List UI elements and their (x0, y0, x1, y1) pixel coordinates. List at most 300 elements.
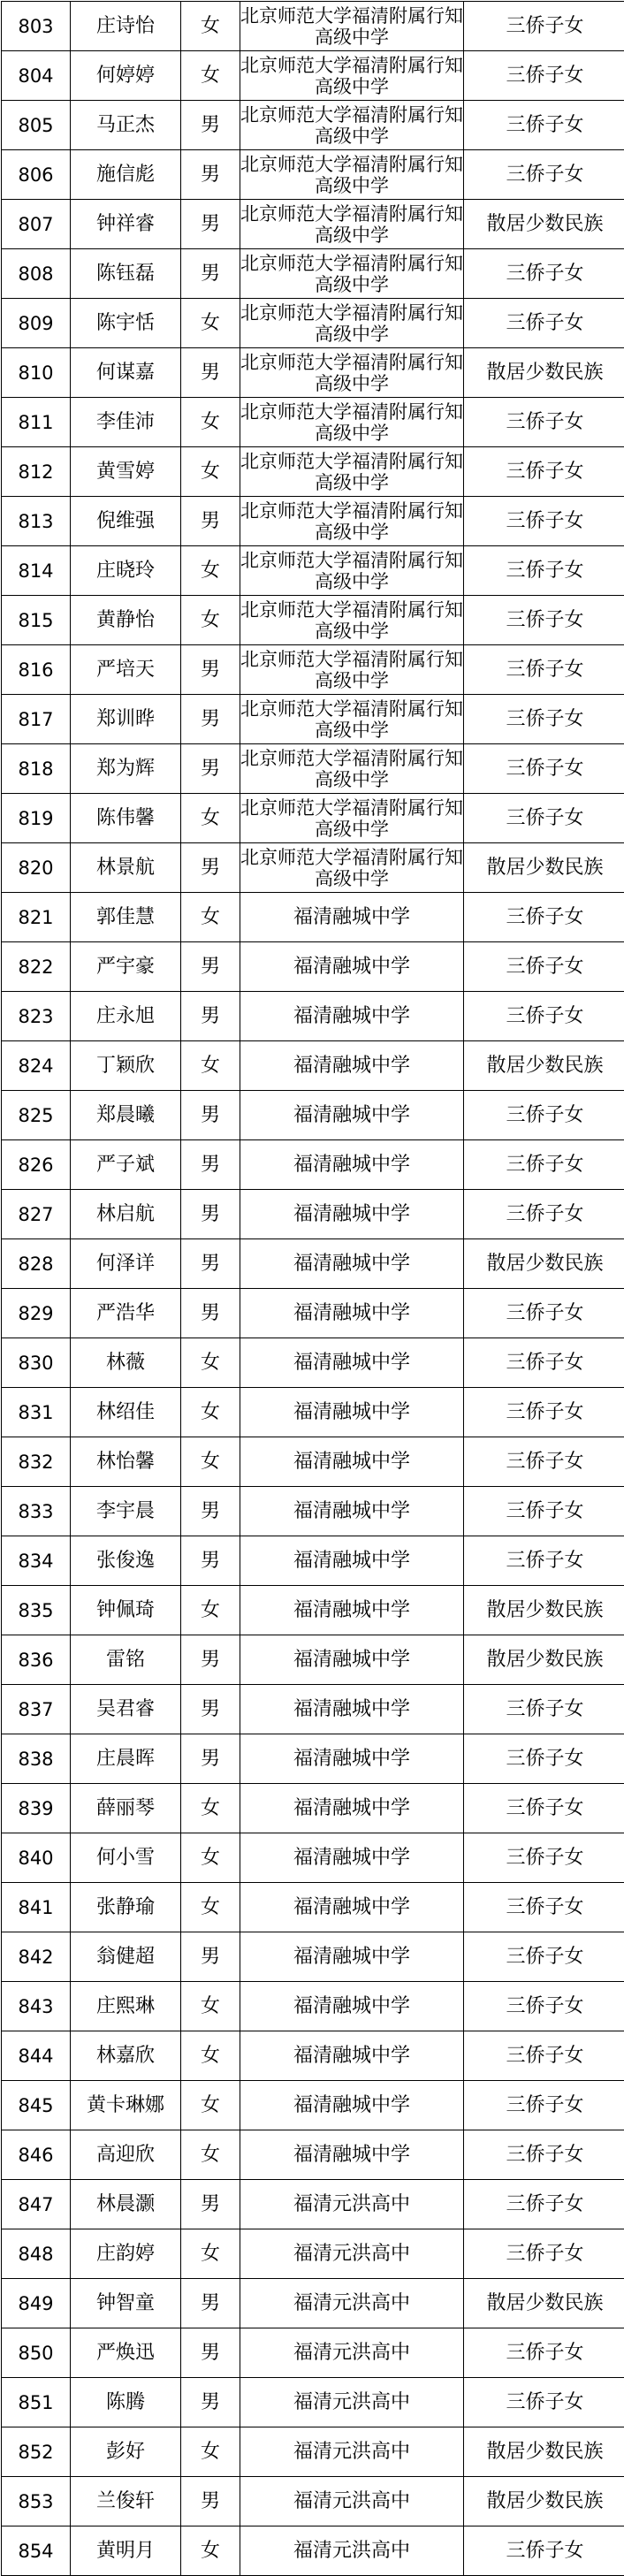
student-name-cell: 翁健超 (71, 1932, 181, 1982)
category-cell: 三侨子女 (464, 299, 624, 348)
gender-cell: 男 (181, 2477, 240, 2526)
table-row (2, 1734, 624, 1784)
row-number-cell: 842 (2, 1932, 71, 1982)
gender-cell: 男 (181, 1734, 240, 1784)
row-number-cell: 835 (2, 1586, 71, 1635)
category-cell: 三侨子女 (464, 744, 624, 794)
gender-cell: 男 (181, 249, 240, 299)
student-name-cell: 何婷婷 (71, 51, 181, 101)
gender-cell: 男 (181, 2328, 240, 2378)
table-row (2, 1586, 624, 1635)
row-number-cell: 825 (2, 1091, 71, 1140)
student-name-cell: 林绍佳 (71, 1388, 181, 1437)
school-cell: 福清融城中学 (240, 1982, 464, 2031)
row-number-cell: 809 (2, 299, 71, 348)
gender-cell: 女 (181, 2081, 240, 2130)
table-row (2, 1982, 624, 2031)
table-row (2, 1388, 624, 1437)
student-name-cell: 张俊逸 (71, 1536, 181, 1586)
table-row (2, 1140, 624, 1190)
row-number-cell: 845 (2, 2081, 71, 2130)
row-number-cell: 837 (2, 1685, 71, 1734)
school-cell: 福清融城中学 (240, 1091, 464, 1140)
school-cell: 福清融城中学 (240, 2031, 464, 2081)
table-row (2, 1784, 624, 1833)
row-number-cell: 811 (2, 398, 71, 447)
student-name-cell: 何泽详 (71, 1239, 181, 1289)
table-row (2, 2328, 624, 2378)
table-row (2, 348, 624, 398)
gender-cell: 男 (181, 1932, 240, 1982)
row-number-cell: 828 (2, 1239, 71, 1289)
student-name-cell: 倪维强 (71, 497, 181, 546)
category-cell: 三侨子女 (464, 1091, 624, 1140)
category-cell: 散居少数民族 (464, 2427, 624, 2477)
table-row (2, 695, 624, 744)
table-row (2, 2081, 624, 2130)
student-name-cell: 何谋嘉 (71, 348, 181, 398)
student-name-cell: 张静瑜 (71, 1883, 181, 1932)
school-cell: 福清元洪高中 (240, 2477, 464, 2526)
school-cell: 福清融城中学 (240, 1932, 464, 1982)
table-row (2, 249, 624, 299)
student-name-cell: 钟祥睿 (71, 200, 181, 249)
category-cell: 三侨子女 (464, 1487, 624, 1536)
gender-cell: 男 (181, 150, 240, 200)
student-name-cell: 李佳沛 (71, 398, 181, 447)
table-row (2, 1635, 624, 1685)
gender-cell: 女 (181, 546, 240, 596)
gender-cell: 女 (181, 2229, 240, 2279)
student-name-cell: 庄诗怡 (71, 2, 181, 51)
school-cell: 福清融城中学 (240, 893, 464, 942)
student-name-cell: 庄永旭 (71, 992, 181, 1041)
gender-cell: 男 (181, 2378, 240, 2427)
student-name-cell: 高迎欣 (71, 2130, 181, 2180)
gender-cell: 男 (181, 1487, 240, 1536)
row-number-cell: 838 (2, 1734, 71, 1784)
gender-cell: 女 (181, 2130, 240, 2180)
student-name-cell: 薛丽琴 (71, 1784, 181, 1833)
table-row (2, 992, 624, 1041)
gender-cell: 男 (181, 1190, 240, 1239)
gender-cell: 女 (181, 596, 240, 645)
table-row (2, 1289, 624, 1338)
row-number-cell: 827 (2, 1190, 71, 1239)
table-row (2, 51, 624, 101)
category-cell: 三侨子女 (464, 1338, 624, 1388)
student-name-cell: 李宇晨 (71, 1487, 181, 1536)
student-name-cell: 陈伟馨 (71, 794, 181, 843)
category-cell: 三侨子女 (464, 497, 624, 546)
school-cell: 福清融城中学 (240, 1289, 464, 1338)
category-cell: 三侨子女 (464, 150, 624, 200)
category-cell: 散居少数民族 (464, 1239, 624, 1289)
row-number-cell: 853 (2, 2477, 71, 2526)
school-cell: 福清融城中学 (240, 1734, 464, 1784)
gender-cell: 女 (181, 1388, 240, 1437)
table-row (2, 2180, 624, 2229)
school-cell: 福清元洪高中 (240, 2378, 464, 2427)
table-row (2, 497, 624, 546)
school-cell: 福清元洪高中 (240, 2328, 464, 2378)
row-number-cell: 804 (2, 51, 71, 101)
school-cell: 福清融城中学 (240, 2081, 464, 2130)
category-cell: 三侨子女 (464, 2526, 624, 2576)
table-row (2, 1685, 624, 1734)
gender-cell: 女 (181, 1338, 240, 1388)
category-cell: 三侨子女 (464, 398, 624, 447)
category-cell: 散居少数民族 (464, 1041, 624, 1091)
gender-cell: 男 (181, 101, 240, 150)
row-number-cell: 832 (2, 1437, 71, 1487)
row-number-cell: 821 (2, 893, 71, 942)
category-cell: 三侨子女 (464, 794, 624, 843)
school-cell: 福清融城中学 (240, 1536, 464, 1586)
category-cell: 散居少数民族 (464, 200, 624, 249)
student-name-cell: 丁颖欣 (71, 1041, 181, 1091)
table-body (2, 2, 624, 2576)
school-cell: 福清元洪高中 (240, 2427, 464, 2477)
row-number-cell: 840 (2, 1833, 71, 1883)
school-cell: 北京师范大学福清附属行知高级中学 (240, 596, 464, 645)
table-row (2, 2526, 624, 2576)
gender-cell: 女 (181, 1437, 240, 1487)
row-number-cell: 805 (2, 101, 71, 150)
gender-cell: 男 (181, 497, 240, 546)
category-cell: 三侨子女 (464, 1437, 624, 1487)
student-name-cell: 彭好 (71, 2427, 181, 2477)
row-number-cell: 854 (2, 2526, 71, 2576)
category-cell: 散居少数民族 (464, 1635, 624, 1685)
school-cell: 福清元洪高中 (240, 2180, 464, 2229)
school-cell: 福清融城中学 (240, 1437, 464, 1487)
school-cell: 北京师范大学福清附属行知高级中学 (240, 299, 464, 348)
student-name-cell: 雷铭 (71, 1635, 181, 1685)
student-name-cell: 陈钰磊 (71, 249, 181, 299)
school-cell: 北京师范大学福清附属行知高级中学 (240, 51, 464, 101)
school-cell: 福清融城中学 (240, 1586, 464, 1635)
row-number-cell: 807 (2, 200, 71, 249)
school-cell: 福清融城中学 (240, 992, 464, 1041)
gender-cell: 女 (181, 1586, 240, 1635)
school-cell: 福清元洪高中 (240, 2279, 464, 2328)
gender-cell: 男 (181, 2279, 240, 2328)
gender-cell: 男 (181, 744, 240, 794)
student-name-cell: 黄卡琳娜 (71, 2081, 181, 2130)
table-row (2, 794, 624, 843)
school-cell: 福清融城中学 (240, 1388, 464, 1437)
table-row (2, 1833, 624, 1883)
row-number-cell: 846 (2, 2130, 71, 2180)
table-row (2, 596, 624, 645)
gender-cell: 男 (181, 1140, 240, 1190)
gender-cell: 女 (181, 2031, 240, 2081)
student-name-cell: 林晨灏 (71, 2180, 181, 2229)
row-number-cell: 818 (2, 744, 71, 794)
category-cell: 三侨子女 (464, 249, 624, 299)
category-cell: 三侨子女 (464, 645, 624, 695)
school-cell: 北京师范大学福清附属行知高级中学 (240, 2, 464, 51)
row-number-cell: 810 (2, 348, 71, 398)
school-cell: 福清融城中学 (240, 1883, 464, 1932)
category-cell: 散居少数民族 (464, 348, 624, 398)
gender-cell: 女 (181, 2427, 240, 2477)
category-cell: 三侨子女 (464, 2, 624, 51)
school-cell: 福清融城中学 (240, 2130, 464, 2180)
row-number-cell: 851 (2, 2378, 71, 2427)
gender-cell: 女 (181, 1784, 240, 1833)
student-name-cell: 庄晨晖 (71, 1734, 181, 1784)
category-cell: 三侨子女 (464, 992, 624, 1041)
gender-cell: 男 (181, 1635, 240, 1685)
gender-cell: 男 (181, 1239, 240, 1289)
gender-cell: 男 (181, 843, 240, 893)
row-number-cell: 826 (2, 1140, 71, 1190)
gender-cell: 男 (181, 645, 240, 695)
row-number-cell: 820 (2, 843, 71, 893)
table-row (2, 893, 624, 942)
category-cell: 三侨子女 (464, 695, 624, 744)
student-name-cell: 严宇豪 (71, 942, 181, 992)
row-number-cell: 816 (2, 645, 71, 695)
row-number-cell: 844 (2, 2031, 71, 2081)
student-name-cell: 吴君睿 (71, 1685, 181, 1734)
category-cell: 三侨子女 (464, 1784, 624, 1833)
student-name-cell: 林怡馨 (71, 1437, 181, 1487)
row-number-cell: 843 (2, 1982, 71, 2031)
table-row (2, 2427, 624, 2477)
gender-cell: 男 (181, 1091, 240, 1140)
school-cell: 北京师范大学福清附属行知高级中学 (240, 546, 464, 596)
row-number-cell: 830 (2, 1338, 71, 1388)
table-row (2, 1536, 624, 1586)
student-name-cell: 郑晨曦 (71, 1091, 181, 1140)
school-cell: 福清元洪高中 (240, 2526, 464, 2576)
table-row (2, 2477, 624, 2526)
table-row (2, 299, 624, 348)
gender-cell: 女 (181, 398, 240, 447)
category-cell: 三侨子女 (464, 942, 624, 992)
student-name-cell: 林景航 (71, 843, 181, 893)
row-number-cell: 848 (2, 2229, 71, 2279)
gender-cell: 女 (181, 2526, 240, 2576)
row-number-cell: 831 (2, 1388, 71, 1437)
gender-cell: 女 (181, 1833, 240, 1883)
category-cell: 散居少数民族 (464, 2279, 624, 2328)
gender-cell: 女 (181, 893, 240, 942)
table-row (2, 2229, 624, 2279)
gender-cell: 女 (181, 447, 240, 497)
school-cell: 北京师范大学福清附属行知高级中学 (240, 744, 464, 794)
student-name-cell: 兰俊轩 (71, 2477, 181, 2526)
table-row (2, 2279, 624, 2328)
category-cell: 三侨子女 (464, 1932, 624, 1982)
category-cell: 散居少数民族 (464, 1586, 624, 1635)
gender-cell: 男 (181, 1536, 240, 1586)
gender-cell: 男 (181, 695, 240, 744)
school-cell: 福清融城中学 (240, 1338, 464, 1388)
category-cell: 三侨子女 (464, 1833, 624, 1883)
student-name-cell: 庄晓玲 (71, 546, 181, 596)
gender-cell: 女 (181, 794, 240, 843)
school-cell: 福清融城中学 (240, 1784, 464, 1833)
school-cell: 北京师范大学福清附属行知高级中学 (240, 200, 464, 249)
school-cell: 北京师范大学福清附属行知高级中学 (240, 843, 464, 893)
student-name-cell: 庄韵婷 (71, 2229, 181, 2279)
school-cell: 北京师范大学福清附属行知高级中学 (240, 398, 464, 447)
table-row (2, 2378, 624, 2427)
gender-cell: 男 (181, 992, 240, 1041)
table-row (2, 398, 624, 447)
gender-cell: 男 (181, 348, 240, 398)
table-row (2, 1487, 624, 1536)
category-cell: 三侨子女 (464, 2130, 624, 2180)
student-list-table (1, 1, 624, 2576)
student-name-cell: 林薇 (71, 1338, 181, 1388)
table-row (2, 546, 624, 596)
student-name-cell: 严焕迅 (71, 2328, 181, 2378)
row-number-cell: 808 (2, 249, 71, 299)
table-row (2, 1239, 624, 1289)
school-cell: 福清融城中学 (240, 1239, 464, 1289)
student-name-cell: 林启航 (71, 1190, 181, 1239)
table-row (2, 150, 624, 200)
row-number-cell: 833 (2, 1487, 71, 1536)
school-cell: 福清融城中学 (240, 1041, 464, 1091)
table-row (2, 1041, 624, 1091)
school-cell: 福清融城中学 (240, 1635, 464, 1685)
student-name-cell: 郑为辉 (71, 744, 181, 794)
category-cell: 散居少数民族 (464, 2477, 624, 2526)
table-row (2, 2, 624, 51)
table-row (2, 1091, 624, 1140)
student-name-cell: 郭佳慧 (71, 893, 181, 942)
category-cell: 三侨子女 (464, 2031, 624, 2081)
category-cell: 三侨子女 (464, 893, 624, 942)
student-name-cell: 黄明月 (71, 2526, 181, 2576)
school-cell: 北京师范大学福清附属行知高级中学 (240, 794, 464, 843)
gender-cell: 男 (181, 1289, 240, 1338)
category-cell: 三侨子女 (464, 2378, 624, 2427)
table-row (2, 843, 624, 893)
table-row (2, 2031, 624, 2081)
category-cell: 三侨子女 (464, 1685, 624, 1734)
category-cell: 三侨子女 (464, 2081, 624, 2130)
category-cell: 三侨子女 (464, 2328, 624, 2378)
row-number-cell: 852 (2, 2427, 71, 2477)
school-cell: 北京师范大学福清附属行知高级中学 (240, 447, 464, 497)
student-name-cell: 何小雪 (71, 1833, 181, 1883)
category-cell: 三侨子女 (464, 1190, 624, 1239)
category-cell: 三侨子女 (464, 596, 624, 645)
gender-cell: 男 (181, 200, 240, 249)
row-number-cell: 847 (2, 2180, 71, 2229)
student-name-cell: 郑训晔 (71, 695, 181, 744)
row-number-cell: 806 (2, 150, 71, 200)
category-cell: 三侨子女 (464, 2229, 624, 2279)
category-cell: 三侨子女 (464, 1388, 624, 1437)
category-cell: 三侨子女 (464, 1289, 624, 1338)
school-cell: 福清融城中学 (240, 1487, 464, 1536)
row-number-cell: 850 (2, 2328, 71, 2378)
category-cell: 三侨子女 (464, 1140, 624, 1190)
row-number-cell: 841 (2, 1883, 71, 1932)
category-cell: 三侨子女 (464, 1883, 624, 1932)
category-cell: 三侨子女 (464, 1982, 624, 2031)
gender-cell: 女 (181, 299, 240, 348)
row-number-cell: 824 (2, 1041, 71, 1091)
category-cell: 三侨子女 (464, 1734, 624, 1784)
school-cell: 福清融城中学 (240, 1140, 464, 1190)
student-name-cell: 黄静怡 (71, 596, 181, 645)
student-name-cell: 钟智童 (71, 2279, 181, 2328)
table-row (2, 1190, 624, 1239)
student-name-cell: 陈宇恬 (71, 299, 181, 348)
category-cell: 三侨子女 (464, 101, 624, 150)
category-cell: 散居少数民族 (464, 843, 624, 893)
row-number-cell: 819 (2, 794, 71, 843)
gender-cell: 女 (181, 2, 240, 51)
student-name-cell: 庄熙琳 (71, 1982, 181, 2031)
gender-cell: 男 (181, 942, 240, 992)
student-name-cell: 严子斌 (71, 1140, 181, 1190)
table-row (2, 1932, 624, 1982)
student-name-cell: 林嘉欣 (71, 2031, 181, 2081)
row-number-cell: 839 (2, 1784, 71, 1833)
gender-cell: 男 (181, 1685, 240, 1734)
gender-cell: 男 (181, 2180, 240, 2229)
category-cell: 三侨子女 (464, 51, 624, 101)
gender-cell: 女 (181, 1041, 240, 1091)
gender-cell: 女 (181, 1883, 240, 1932)
student-name-cell: 施信彪 (71, 150, 181, 200)
student-name-cell: 陈腾 (71, 2378, 181, 2427)
school-cell: 北京师范大学福清附属行知高级中学 (240, 497, 464, 546)
school-cell: 福清融城中学 (240, 1685, 464, 1734)
row-number-cell: 815 (2, 596, 71, 645)
school-cell: 北京师范大学福清附属行知高级中学 (240, 150, 464, 200)
row-number-cell: 814 (2, 546, 71, 596)
student-name-cell: 马正杰 (71, 101, 181, 150)
school-cell: 北京师范大学福清附属行知高级中学 (240, 101, 464, 150)
category-cell: 三侨子女 (464, 546, 624, 596)
row-number-cell: 834 (2, 1536, 71, 1586)
student-name-cell: 黄雪婷 (71, 447, 181, 497)
category-cell: 三侨子女 (464, 1536, 624, 1586)
row-number-cell: 829 (2, 1289, 71, 1338)
row-number-cell: 849 (2, 2279, 71, 2328)
school-cell: 福清元洪高中 (240, 2229, 464, 2279)
table-row (2, 645, 624, 695)
row-number-cell: 812 (2, 447, 71, 497)
student-name-cell: 严培天 (71, 645, 181, 695)
table-row (2, 101, 624, 150)
school-cell: 北京师范大学福清附属行知高级中学 (240, 695, 464, 744)
gender-cell: 女 (181, 1982, 240, 2031)
school-cell: 福清融城中学 (240, 1190, 464, 1239)
category-cell: 三侨子女 (464, 2180, 624, 2229)
table-row (2, 1883, 624, 1932)
row-number-cell: 822 (2, 942, 71, 992)
category-cell: 三侨子女 (464, 447, 624, 497)
gender-cell: 女 (181, 51, 240, 101)
table-row (2, 200, 624, 249)
row-number-cell: 823 (2, 992, 71, 1041)
student-name-cell: 严浩华 (71, 1289, 181, 1338)
table-row (2, 942, 624, 992)
table-row (2, 447, 624, 497)
